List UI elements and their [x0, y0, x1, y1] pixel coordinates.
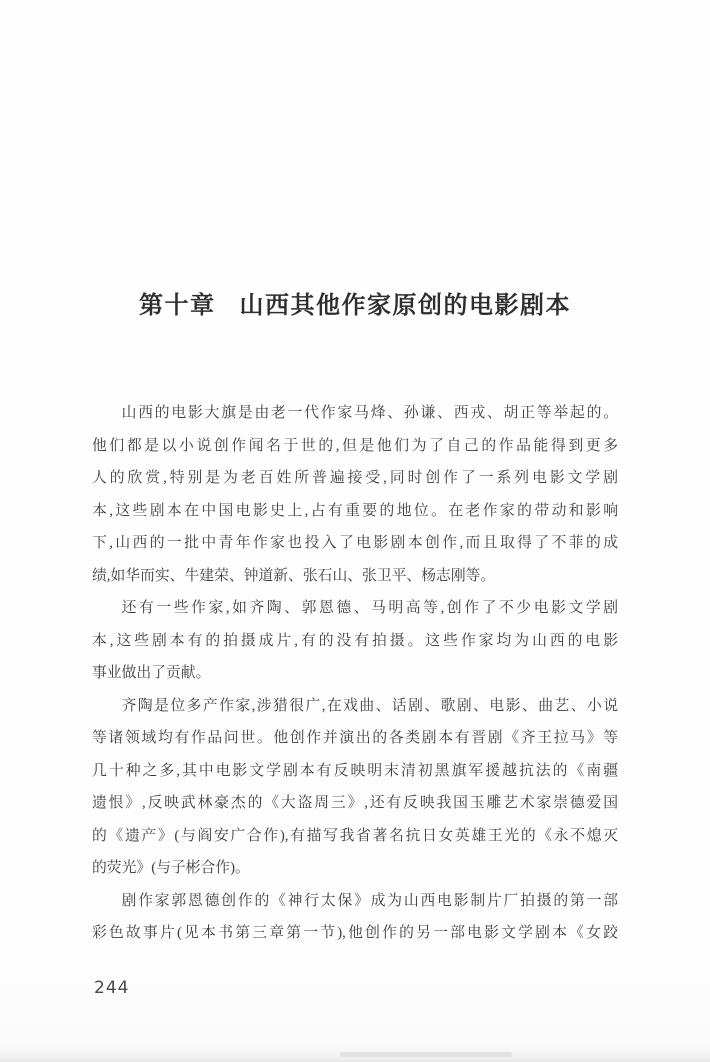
text-line: 人的欣赏,特别是为老百姓所普遍接受,同时创作了一系列电影文学剧: [92, 470, 618, 486]
text-line: 山西的电影大旗是由老一代作家马烽、孙谦、西戎、胡正等举起的。: [121, 405, 618, 421]
text-line: 剧作家郭恩德创作的《神行太保》成为山西电影制片厂拍摄的第一部: [121, 892, 618, 909]
text-line: 齐陶是位多产作家,涉猎很广,在戏曲、话剧、歌剧、电影、曲艺、小说: [121, 697, 618, 714]
text-line: 等诸领域均有作品问世。他创作并演出的各类剧本有晋剧《齐王拉马》等: [92, 730, 618, 746]
text-line: 的荧光》(与子彬合作)。: [92, 860, 250, 876]
page-number: 244: [94, 978, 130, 998]
text-line: 几十种之多,其中电影文学剧本有反映明末清初黑旗军援越抗法的《南疆: [92, 762, 618, 779]
text-line: 下,山西的一批中青年作家也投入了电影剧本创作,而且取得了不菲的成: [92, 535, 618, 551]
chapter-title: 山西其他作家原创的电影剧本: [239, 293, 571, 319]
text-line: 遗恨》,反映武林豪杰的《大盗周三》,还有反映我国玉雕艺术家崇德爱国: [92, 795, 618, 811]
page-bottom-shadow: [0, 1046, 710, 1062]
body-text: [92, 397, 618, 950]
chapter-number: 第十章: [139, 293, 216, 319]
text-line: 本,这些剧本在中国电影史上,占有重要的地位。在老作家的带动和影响: [92, 502, 618, 519]
chapter-heading: [0, 291, 710, 321]
text-line: 本,这些剧本有的拍摄成片,有的没有拍摄。这些作家均为山西的电影: [92, 632, 618, 649]
text-line: 的《遗产》(与阎安广合作),有描写我省著名抗日女英雄王光的《永不熄灭: [92, 827, 618, 844]
text-line: 绩,如华而实、牛建荣、钟道新、张石山、张卫平、杨志刚等。: [92, 567, 496, 584]
text-line: 还有一些作家,如齐陶、郭恩德、马明高等,创作了不少电影文学剧: [121, 600, 618, 616]
text-line: 他们都是以小说创作闻名于世的,但是他们为了自己的作品能得到更多: [92, 437, 618, 454]
text-line: 事业做出了贡献。: [92, 665, 211, 681]
text-line: 彩色故事片(见本书第三章第一节),他创作的另一部电影文学剧本《女跤: [92, 925, 618, 941]
